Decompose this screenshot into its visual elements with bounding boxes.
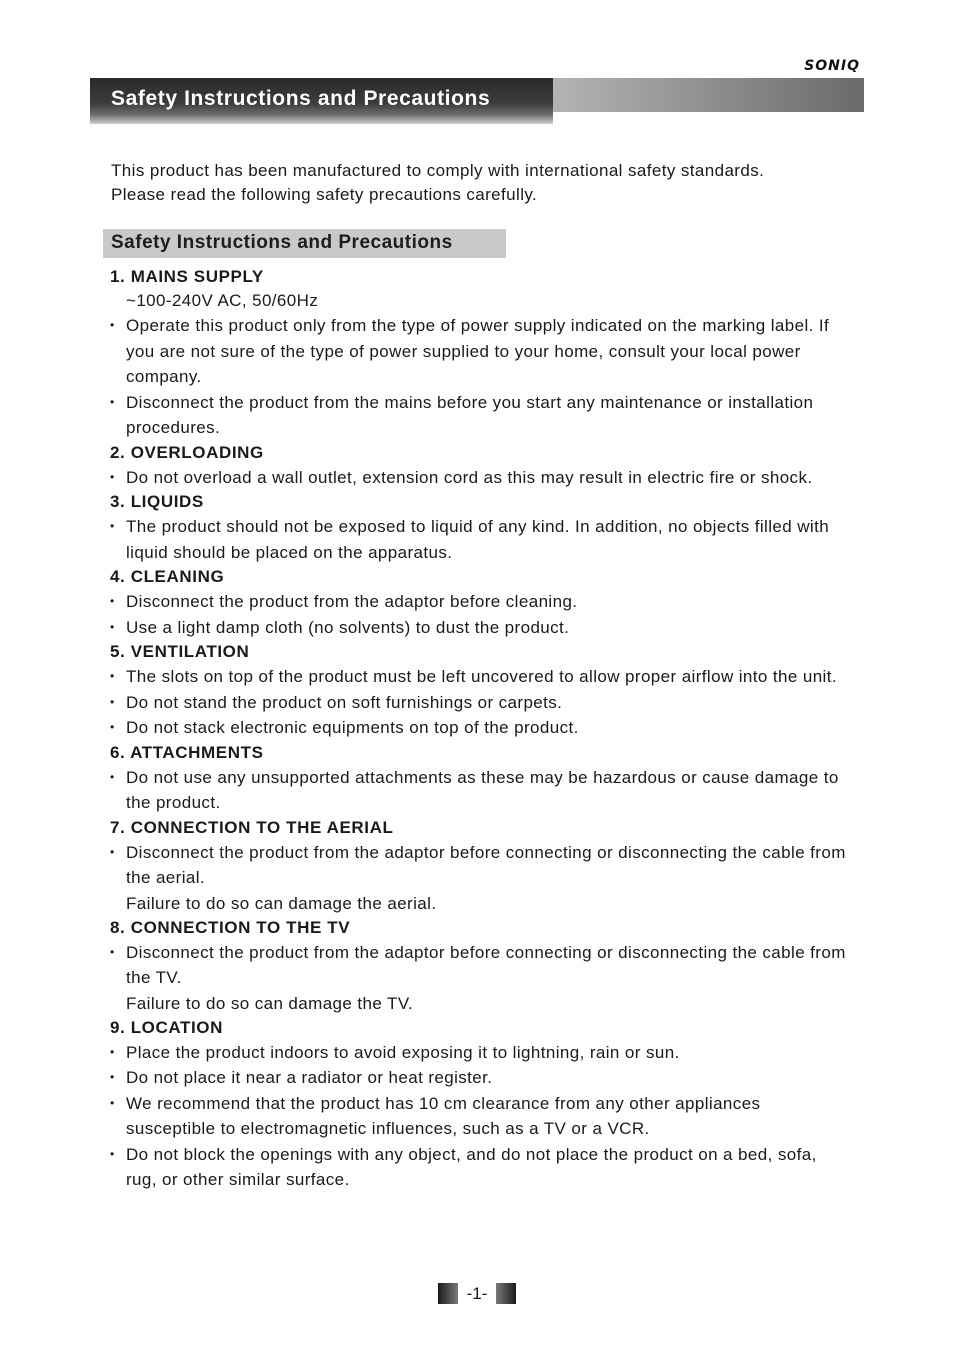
section-header [103, 229, 506, 258]
mains-spec: ~100-240V AC, 50/60Hz [126, 291, 319, 310]
bullet-text: Place the product indoors to avoid exposing it to lightning, rain or sun. [126, 1042, 680, 1062]
bullet-text: Operate this product only from the type of power supply indicated on the marking label. If you are not sure of the type of power supplied to your home, consult your local power company. [126, 316, 830, 386]
section-title-aerial: 7. CONNECTION TO THE AERIAL [110, 817, 394, 837]
bullet-icon: • [110, 619, 115, 634]
bullet-icon: • [110, 394, 115, 409]
list-item [110, 1142, 850, 1193]
section-title-liquids: 3. LIQUIDS [110, 492, 204, 511]
instructions-list [110, 265, 850, 1193]
bullet-text: Do not place it near a radiator or heat register. [126, 1068, 493, 1087]
intro-line-1: This product has been manufactured to comply with international safety standards. [111, 161, 765, 180]
bullet-text: Use a light damp cloth (no solvents) to dust the product. [126, 617, 570, 637]
bullet-icon: • [110, 1146, 115, 1161]
section-title-attachments: 6. ATTACHMENTS [110, 742, 264, 762]
list-item [110, 1091, 850, 1142]
section-title-overloading: 2. OVERLOADING [110, 442, 264, 462]
bullet-icon: • [110, 469, 115, 484]
list-item [110, 313, 850, 390]
bullet-icon: • [110, 669, 115, 683]
page-number-label: -1- [466, 1284, 488, 1303]
bullet-text: Do not block the openings with any object, and do not place the product on a bed, sofa, rug, or other similar surface. [126, 1144, 817, 1189]
page-title: Safety Instructions and Precautions [111, 87, 491, 110]
list-item [110, 514, 850, 565]
bullet-icon: • [110, 720, 115, 734]
list-item [110, 589, 850, 615]
bullet-icon: • [110, 944, 115, 959]
bullet-text: The product should not be exposed to liquid of any kind. In addition, no objects filled with liquid should be placed on the apparatus. [126, 517, 830, 562]
intro-line-2: Please read the following safety precautions carefully. [111, 185, 538, 204]
bullet-text: Disconnect the product from the mains before you start any maintenance or installation procedures. [126, 392, 814, 437]
bullet-text: Disconnect the product from the adaptor before connecting or disconnecting the cable from the aerial. [126, 842, 846, 887]
bullet-icon: • [110, 318, 115, 332]
bullet-text: The slots on top of the product must be left uncovered to allow proper airflow into the unit. [126, 667, 837, 686]
brand-logo: SONIQ [804, 58, 860, 74]
list-item [110, 840, 850, 891]
bullet-icon: • [110, 844, 115, 859]
list-item [110, 664, 850, 690]
bullet-icon: • [110, 694, 115, 709]
bullet-text: Do not overload a wall outlet, extension cord as this may result in electric fire or shock. [126, 467, 813, 487]
list-item [110, 1065, 850, 1091]
list-item [110, 765, 850, 816]
list-item [110, 390, 850, 441]
bullet-text: We recommend that the product has 10 cm clearance from any other appliances susceptible to electromagnetic influences, such as a TV or a VCR. [126, 1093, 761, 1138]
section-title-ventilation: 5. VENTILATION [110, 642, 250, 661]
list-item [110, 1040, 850, 1066]
note-text: Failure to do so can damage the TV. [126, 993, 414, 1013]
bullet-icon: • [110, 1044, 115, 1059]
list-item [110, 465, 850, 491]
section-title-mains-supply: 1. MAINS SUPPLY [110, 267, 264, 286]
bullet-icon: • [110, 594, 115, 608]
section-header-label: Safety Instructions and Precautions [111, 232, 453, 253]
list-item [110, 715, 850, 741]
bullet-text: Do not stand the product on soft furnishings or carpets. [126, 692, 563, 712]
section-title-cleaning: 4. CLEANING [110, 567, 225, 586]
bullet-text: Disconnect the product from the adaptor before cleaning. [126, 592, 578, 611]
page-number-left-block [438, 1283, 458, 1304]
list-item [110, 940, 850, 991]
list-item [110, 690, 850, 716]
bullet-icon: • [110, 769, 115, 784]
bullet-text: Disconnect the product from the adaptor before connecting or disconnecting the cable from the TV. [126, 942, 846, 987]
bullet-icon: • [110, 1095, 115, 1110]
bullet-icon: • [110, 519, 115, 533]
page-number-right-block [496, 1283, 516, 1304]
section-title-tv: 8. CONNECTION TO THE TV [110, 917, 351, 937]
intro-text [111, 159, 851, 207]
bullet-icon: • [110, 1070, 115, 1084]
list-item [110, 615, 850, 641]
bullet-text: Do not use any unsupported attachments as these may be hazardous or cause damage to the product. [126, 767, 839, 812]
bullet-text: Do not stack electronic equipments on top of the product. [126, 718, 579, 737]
section-title-location: 9. LOCATION [110, 1017, 224, 1037]
note-text: Failure to do so can damage the aerial. [126, 893, 437, 913]
page-number [438, 1283, 516, 1304]
